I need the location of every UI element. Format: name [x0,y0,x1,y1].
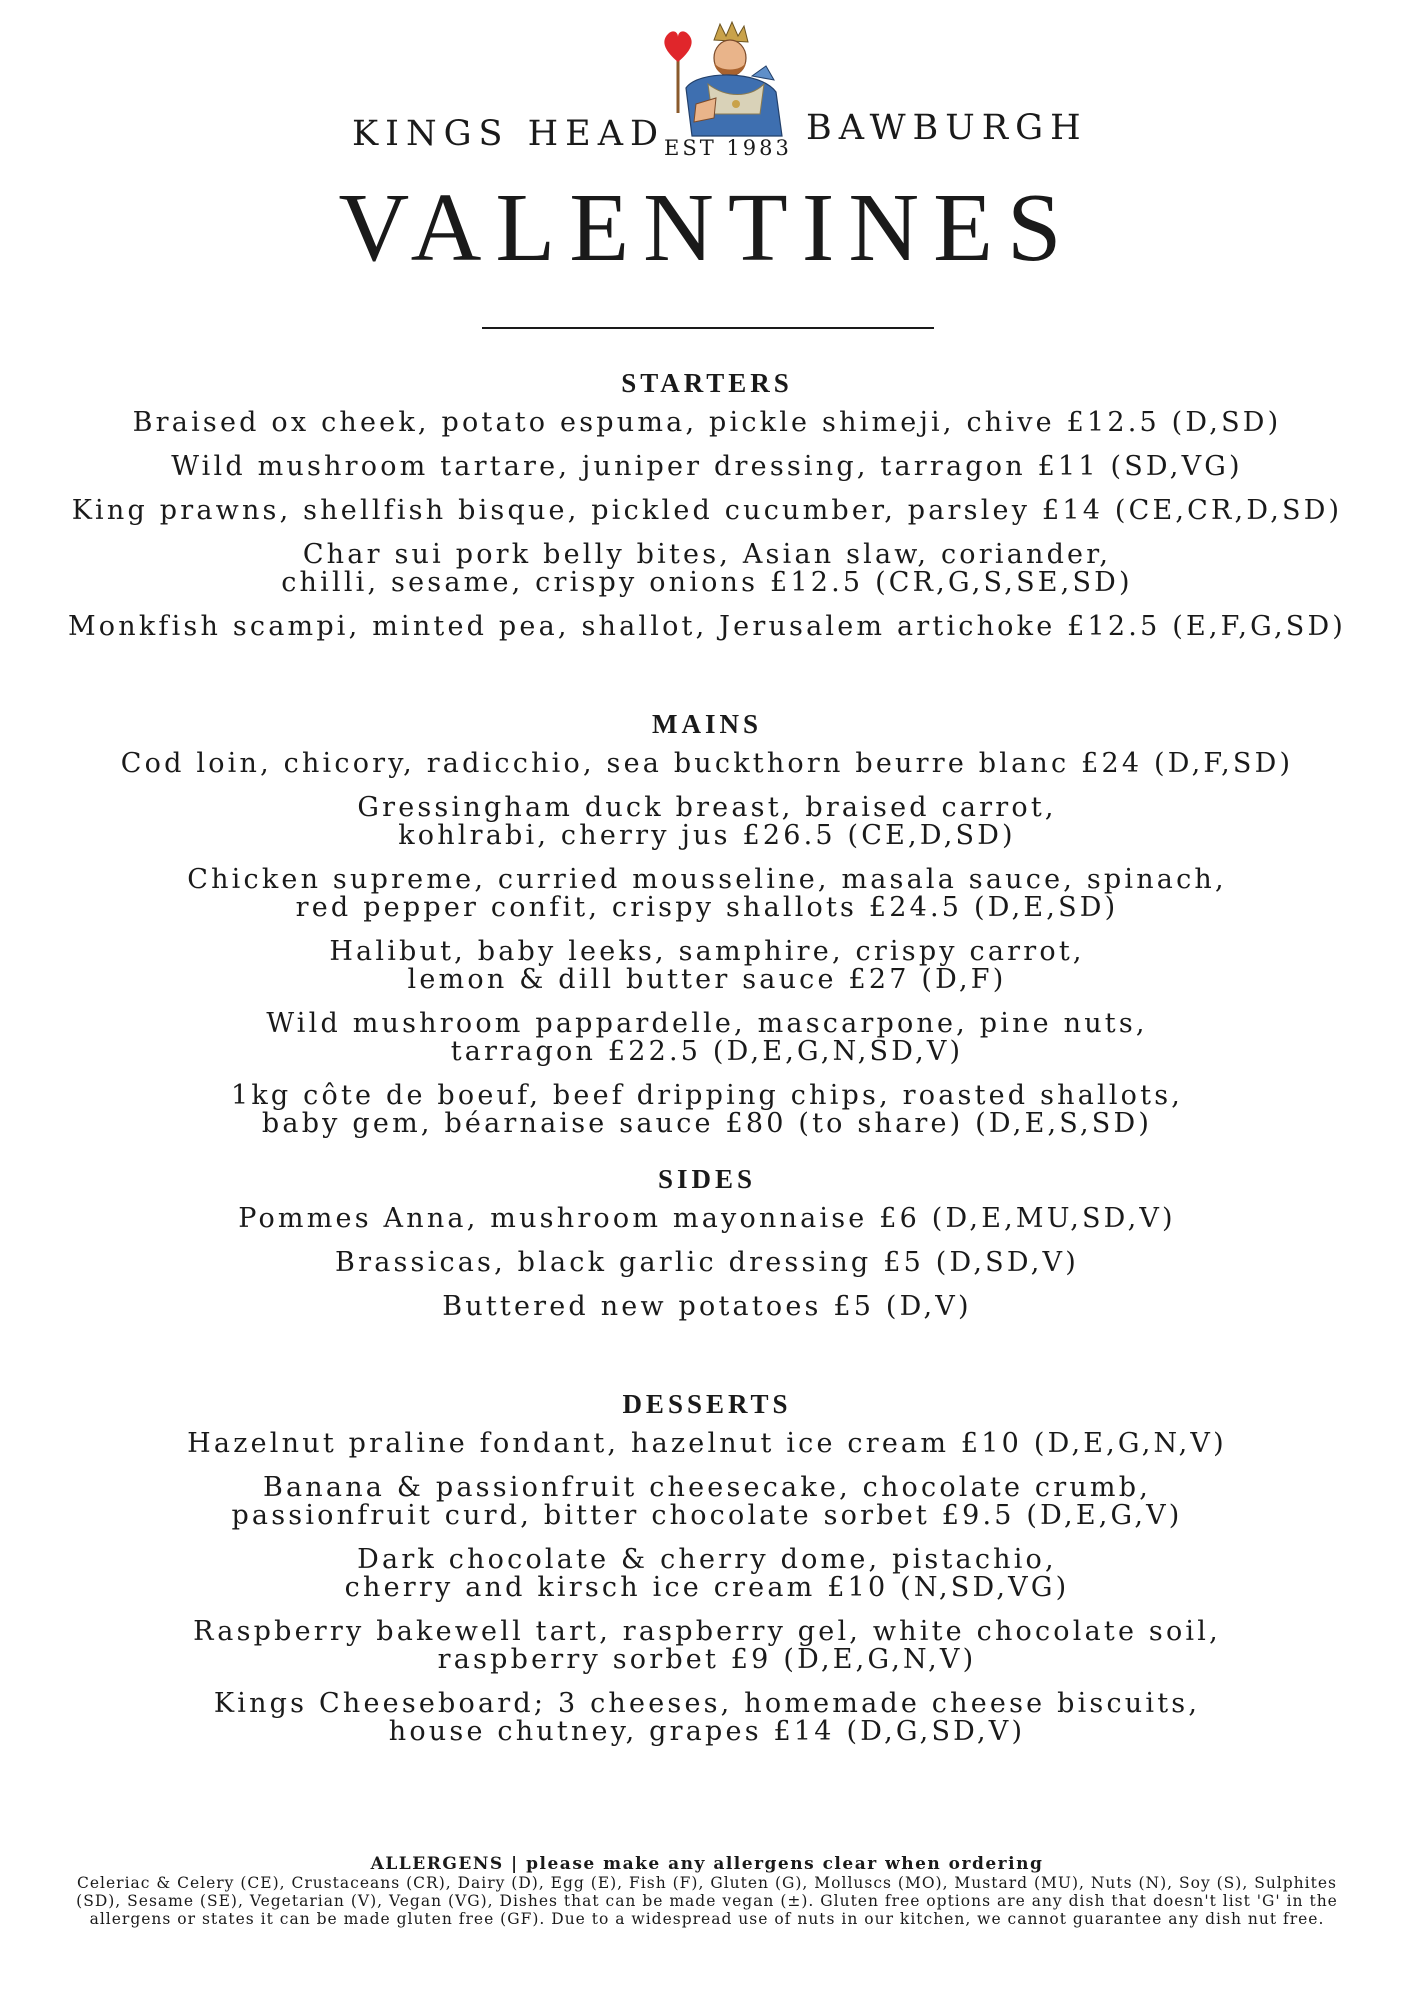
section-desserts [0,1381,1414,1746]
dish-item: Wild mushroom pappardelle, mascarpone, pine nuts, tarragon £22.5 (D,E,G,N,SD,V) [266,1008,1148,1067]
menu-title: VALENTINES [338,174,1076,282]
dish-item: Kings Cheeseboard; 3 cheeses, homemade cheese biscuits, house chutney, grapes £14 (D,G,SD,V) [213,1688,1201,1747]
menu-header [0,0,1414,300]
section-sides [0,1156,1414,1321]
dish-item: Brassicas, black garlic dressing £5 (D,SD,V) [335,1247,1079,1278]
brand-name-right: BAWBURGH [806,108,1088,148]
section-spacer [0,657,1414,701]
dish-item: Braised ox cheek, potato espuma, pickle shimeji, chive £12.5 (D,SD) [132,407,1282,438]
king-logo-icon [656,18,786,143]
menu-body [0,360,1414,1762]
section-title-mains: MAINS [651,709,762,739]
dish-item: Cod loin, chicory, radicchio, sea buckthorn beurre blanc £24 (D,F,SD) [120,748,1294,779]
section-title-sides: SIDES [657,1164,757,1194]
dish-item: Chicken supreme, curried mousseline, masala sauce, spinach, red pepper confit, crispy shallots £24.5 (D,E,SD) [187,864,1227,923]
dish-item: Pommes Anna, mushroom mayonnaise £6 (D,E,MU,SD,V) [238,1203,1176,1234]
section-title-starters: STARTERS [621,368,793,398]
dish-item: Halibut, baby leeks, samphire, crispy carrot, lemon & dill butter sauce £27 (D,F) [329,936,1085,995]
dish-item: Wild mushroom tartare, juniper dressing, tarragon £11 (SD,VG) [171,451,1243,482]
allergens-title: ALLERGENS | please make any allergens clear when ordering [370,1854,1044,1874]
section-mains [0,701,1414,1138]
allergens-footer [70,1854,1344,1928]
dish-item: Dark chocolate & cherry dome, pistachio, cherry and kirsch ice cream £10 (N,SD,VG) [344,1544,1070,1603]
established-year: EST 1983 [664,136,792,160]
section-starters [0,360,1414,641]
brand-name-left: KINGS HEAD [352,114,666,154]
dish-item: Char sui pork belly bites, Asian slaw, coriander, chilli, sesame, crispy onions £12.5 (CR,G,S,SE,SD) [281,539,1133,598]
dish-item: 1kg côte de boeuf, beef dripping chips, roasted shallots, baby gem, béarnaise sauce £80 (to share) (D,E,S,SD) [230,1080,1184,1139]
dish-item: Gressingham duck breast, braised carrot, kohlrabi, cherry jus £26.5 (CE,D,SD) [357,792,1057,851]
dish-item: Monkfish scampi, minted pea, shallot, Jerusalem artichoke £12.5 (E,F,G,SD) [67,611,1347,642]
allergens-text: Celeriac & Celery (CE), Crustaceans (CR), Dairy (D), Egg (E), Fish (F), Gluten (G), Molluscs (MO), Mustard (MU), Nuts (N), Soy (S), Sulphites (SD), Sesame (SE), Vegetarian (V), Vegan (VG), Dishes that can be made vegan (±). Gluten free options are any dish that doesn't list 'G' in the allergens or states it can be made gluten free (GF). Due to a widespread use of nuts in our kitchen, we cannot guarantee any dish nut free. [76,1874,1338,1928]
dish-item: Raspberry bakewell tart, raspberry gel, white chocolate soil, raspberry sorbet £9 (D,E,G,N,V) [193,1616,1221,1675]
dish-item: King prawns, shellfish bisque, pickled cucumber, parsley £14 (CE,CR,D,SD) [71,495,1343,526]
dish-item: Buttered new potatoes £5 (D,V) [442,1291,972,1322]
section-title-desserts: DESSERTS [622,1389,792,1419]
dish-item: Hazelnut praline fondant, hazelnut ice cream £10 (D,E,G,N,V) [187,1428,1227,1459]
section-spacer [0,1337,1414,1381]
dish-item: Banana & passionfruit cheesecake, chocolate crumb, passionfruit curd, bitter chocolate sorbet £9.5 (D,E,G,V) [231,1472,1183,1531]
title-divider [482,327,934,329]
